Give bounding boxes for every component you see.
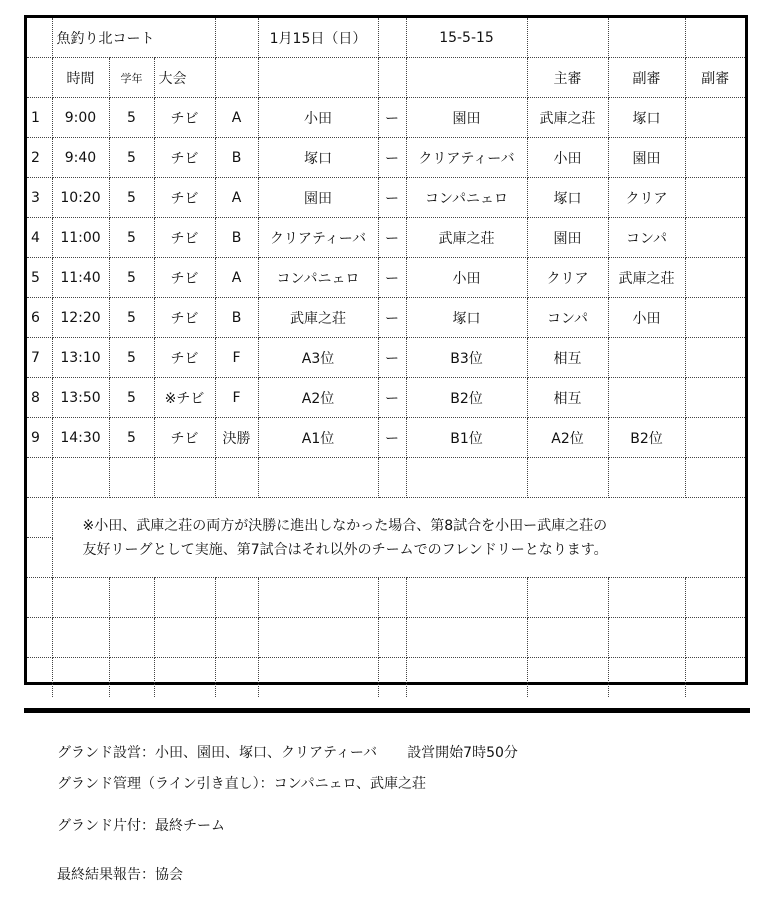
match-team2: B1位 [406,418,527,458]
empty-cell [52,578,109,618]
match-grade: 5 [109,338,154,378]
match-sub-referee-2 [685,178,745,218]
match-sub-referee-2 [685,138,745,178]
note-row [27,498,745,538]
match-sub-referee: 武庫之荘 [608,258,685,298]
note-line: 友好リーグとして実施、第7試合はそれ以外のチームでのフレンドリーとなります。 [82,541,608,558]
match-tournament: チビ [154,418,215,458]
match-row [27,418,745,458]
empty-cell [154,578,215,618]
empty-cell [527,618,608,658]
match-chief-referee: コンパ [527,298,608,338]
match-sub-referee: 塚口 [608,98,685,138]
match-sub-referee: コンパ [608,218,685,258]
match-group: F [215,338,258,378]
match-tournament: チビ [154,178,215,218]
match-team2: クリアティーバ [406,138,527,178]
match-row [27,98,745,138]
match-dash: ー [378,178,406,218]
empty-cell [154,658,215,698]
empty-cell [685,578,745,618]
empty-cell [27,458,52,498]
empty-cell [27,498,52,538]
note-line: ※小田、武庫之荘の両方が決勝に進出しなかった場合、第8試合を小田ー武庫之荘の [82,517,608,534]
empty-cell [154,458,215,498]
match-tournament: ※チビ [154,378,215,418]
match-sub-referee: クリア [608,178,685,218]
match-group: A [215,98,258,138]
empty-cell [215,458,258,498]
header-row [27,58,745,98]
match-dash: ー [378,98,406,138]
row-number-cell [27,58,52,98]
match-chief-referee: 相互 [527,338,608,378]
match-dash: ー [378,378,406,418]
empty-cell [406,658,527,698]
match-number: 3 [27,178,52,218]
setup-line [57,742,518,762]
match-sub-referee: 小田 [608,298,685,338]
match-time: 11:40 [52,258,109,298]
match-sub-referee-2 [685,338,745,378]
empty-row [27,618,745,658]
empty-cell [527,658,608,698]
empty-cell [685,618,745,658]
empty-cell [378,578,406,618]
match-grade: 5 [109,218,154,258]
match-team1: コンパニェロ [258,258,378,298]
empty-cell [685,18,745,58]
empty-cell [258,658,378,698]
match-row [27,338,745,378]
empty-cell [258,618,378,658]
match-dash: ー [378,258,406,298]
match-sub-referee [608,378,685,418]
match-team1: A2位 [258,378,378,418]
match-number: 2 [27,138,52,178]
header-tournament: 大会 [154,58,215,98]
empty-cell [378,658,406,698]
title-row [27,18,745,58]
empty-cell [258,458,378,498]
match-team1: 小田 [258,98,378,138]
header-grade: 学年 [109,58,154,98]
empty-cell [406,58,527,98]
match-dash: ー [378,418,406,458]
match-team1: A1位 [258,418,378,458]
schedule-code: 15-5-15 [406,18,527,58]
empty-cell [258,58,378,98]
empty-cell [527,458,608,498]
match-team2: コンパニェロ [406,178,527,218]
header-sub-referee: 副審 [608,58,685,98]
empty-cell [215,18,258,58]
match-number: 9 [27,418,52,458]
match-chief-referee: 小田 [527,138,608,178]
match-chief-referee: クリア [527,258,608,298]
setup-time-text: 設営開始7時50分 [407,745,518,761]
match-number: 4 [27,218,52,258]
match-dash: ー [378,338,406,378]
match-sub-referee-2 [685,298,745,338]
match-time: 10:20 [52,178,109,218]
match-group: F [215,378,258,418]
empty-cell [685,658,745,698]
match-number: 7 [27,338,52,378]
match-team2: 小田 [406,258,527,298]
empty-cell [608,618,685,658]
cleanup-text: グランド片付：最終チーム [57,818,225,834]
empty-cell [52,658,109,698]
match-sub-referee: B2位 [608,418,685,458]
empty-cell [52,458,109,498]
empty-cell [608,458,685,498]
match-row [27,298,745,338]
empty-cell [215,58,258,98]
empty-cell [378,458,406,498]
match-time: 11:00 [52,218,109,258]
empty-cell [27,578,52,618]
empty-cell [685,458,745,498]
empty-cell [27,658,52,698]
match-team1: 塚口 [258,138,378,178]
match-grade: 5 [109,258,154,298]
empty-cell [109,618,154,658]
match-sub-referee-2 [685,378,745,418]
match-row [27,178,745,218]
divider [24,708,750,713]
court-name: 魚釣り北コート [52,18,215,58]
match-team2: 園田 [406,98,527,138]
match-grade: 5 [109,418,154,458]
match-time: 9:40 [52,138,109,178]
match-sub-referee-2 [685,258,745,298]
match-row [27,378,745,418]
match-group: B [215,298,258,338]
empty-row [27,458,745,498]
match-team2: 武庫之荘 [406,218,527,258]
report-text: 最終結果報告：協会 [57,867,183,883]
management-text: グランド管理（ライン引き直し）：コンパニェロ、武庫之荘 [57,776,427,792]
match-group: B [215,218,258,258]
match-group: A [215,258,258,298]
match-chief-referee: 園田 [527,218,608,258]
setup-text: グランド設営：小田、園田、塚口、クリアティーバ [57,745,378,761]
match-team1: 園田 [258,178,378,218]
empty-cell [215,618,258,658]
match-team1: A3位 [258,338,378,378]
empty-cell [406,618,527,658]
match-row [27,218,745,258]
row-number-cell [27,18,52,58]
match-team1: 武庫之荘 [258,298,378,338]
header-chief-referee: 主審 [527,58,608,98]
schedule-sheet [24,15,748,685]
empty-cell [109,658,154,698]
match-number: 8 [27,378,52,418]
empty-cell [406,458,527,498]
empty-cell [608,658,685,698]
header-sub-referee: 副審 [685,58,745,98]
match-chief-referee: 武庫之荘 [527,98,608,138]
match-tournament: チビ [154,338,215,378]
match-group: A [215,178,258,218]
match-team1: クリアティーバ [258,218,378,258]
empty-cell [109,578,154,618]
empty-cell [109,458,154,498]
match-tournament: チビ [154,138,215,178]
empty-row [27,658,745,698]
match-group: 決勝 [215,418,258,458]
header-time: 時間 [52,58,109,98]
match-number: 5 [27,258,52,298]
match-sub-referee-2 [685,218,745,258]
match-team2: B3位 [406,338,527,378]
match-tournament: チビ [154,298,215,338]
match-grade: 5 [109,178,154,218]
match-grade: 5 [109,138,154,178]
match-time: 9:00 [52,98,109,138]
match-tournament: チビ [154,98,215,138]
match-tournament: チビ [154,258,215,298]
match-time: 13:50 [52,378,109,418]
match-dash: ー [378,218,406,258]
empty-cell [258,578,378,618]
empty-cell [527,578,608,618]
match-number: 1 [27,98,52,138]
match-grade: 5 [109,98,154,138]
match-grade: 5 [109,298,154,338]
empty-cell [215,658,258,698]
match-time: 14:30 [52,418,109,458]
match-tournament: チビ [154,218,215,258]
date-label: 1月15日（日） [258,18,378,58]
match-time: 13:10 [52,338,109,378]
match-chief-referee: A2位 [527,418,608,458]
match-grade: 5 [109,378,154,418]
empty-cell [527,18,608,58]
note-cell [52,498,745,578]
empty-cell [608,578,685,618]
match-time: 12:20 [52,298,109,338]
match-number: 6 [27,298,52,338]
match-row [27,258,745,298]
match-sub-referee [608,338,685,378]
empty-cell [27,538,52,578]
match-sub-referee: 園田 [608,138,685,178]
empty-cell [52,618,109,658]
empty-cell [406,578,527,618]
match-team2: B2位 [406,378,527,418]
match-team2: 塚口 [406,298,527,338]
empty-cell [215,578,258,618]
match-chief-referee: 相互 [527,378,608,418]
match-dash: ー [378,298,406,338]
match-sub-referee-2 [685,98,745,138]
match-row [27,138,745,178]
empty-cell [378,58,406,98]
empty-cell [608,18,685,58]
empty-cell [378,618,406,658]
match-chief-referee: 塚口 [527,178,608,218]
match-group: B [215,138,258,178]
schedule-table [27,18,745,697]
empty-cell [378,18,406,58]
empty-cell [154,618,215,658]
empty-cell [27,618,52,658]
match-dash: ー [378,138,406,178]
empty-row [27,578,745,618]
match-sub-referee-2 [685,418,745,458]
